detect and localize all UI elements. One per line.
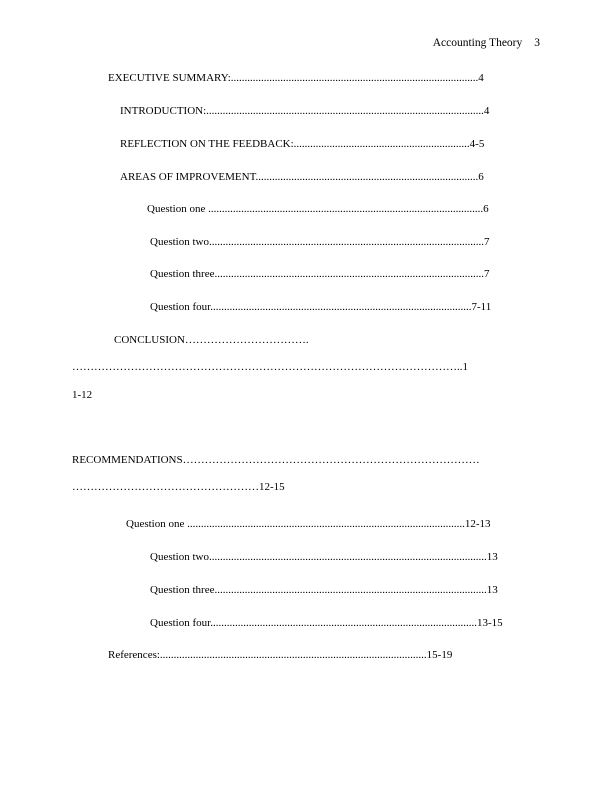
toc-entry-rec-question-one: Question one .....................................................................................................12-13: [126, 518, 491, 530]
toc-entry-conclusion-leader: ……………………………………………………………………………………………..1: [72, 361, 468, 373]
toc-entry-rec-question-two: Question two.....................................................................................................13: [150, 551, 498, 563]
toc-entry-question-one: Question one ....................................................................................................6: [147, 203, 489, 215]
header-title: Accounting Theory: [432, 37, 523, 49]
toc-entry-rec-question-four: Question four.................................................................................................13-15: [150, 617, 503, 629]
toc-entry-question-two: Question two....................................................................................................7: [150, 236, 490, 248]
running-header: [433, 37, 540, 49]
header-page-number: 3: [534, 37, 540, 49]
toc-entry-introduction: INTRODUCTION:.....................................................................................................4: [120, 105, 490, 117]
toc-entry-reflection: REFLECTION ON THE FEEDBACK:................................................................4-5: [120, 138, 485, 150]
toc-entry-references: References:.................................................................................................15-19: [108, 649, 453, 661]
toc-entry-question-four: Question four...............................................................................................7-11: [150, 301, 492, 313]
toc-entry-conclusion: CONCLUSION…………………………….: [114, 334, 309, 346]
toc-entry-question-three: Question three..................................................................................................7: [150, 268, 490, 280]
toc-entry-recommendations-pages: ……………………………………………12-15: [72, 481, 285, 493]
toc-entry-rec-question-three: Question three...................................................................................................13: [150, 584, 498, 596]
toc-entry-conclusion-pages: 1-12: [72, 389, 93, 401]
toc-entry-executive-summary: EXECUTIVE SUMMARY:..........................................................................................4: [108, 72, 484, 84]
toc-entry-areas-of-improvement: AREAS OF IMPROVEMENT.................................................................................6: [120, 171, 484, 183]
toc-entry-recommendations: RECOMMENDATIONS………………………………………………………………………: [72, 454, 480, 466]
